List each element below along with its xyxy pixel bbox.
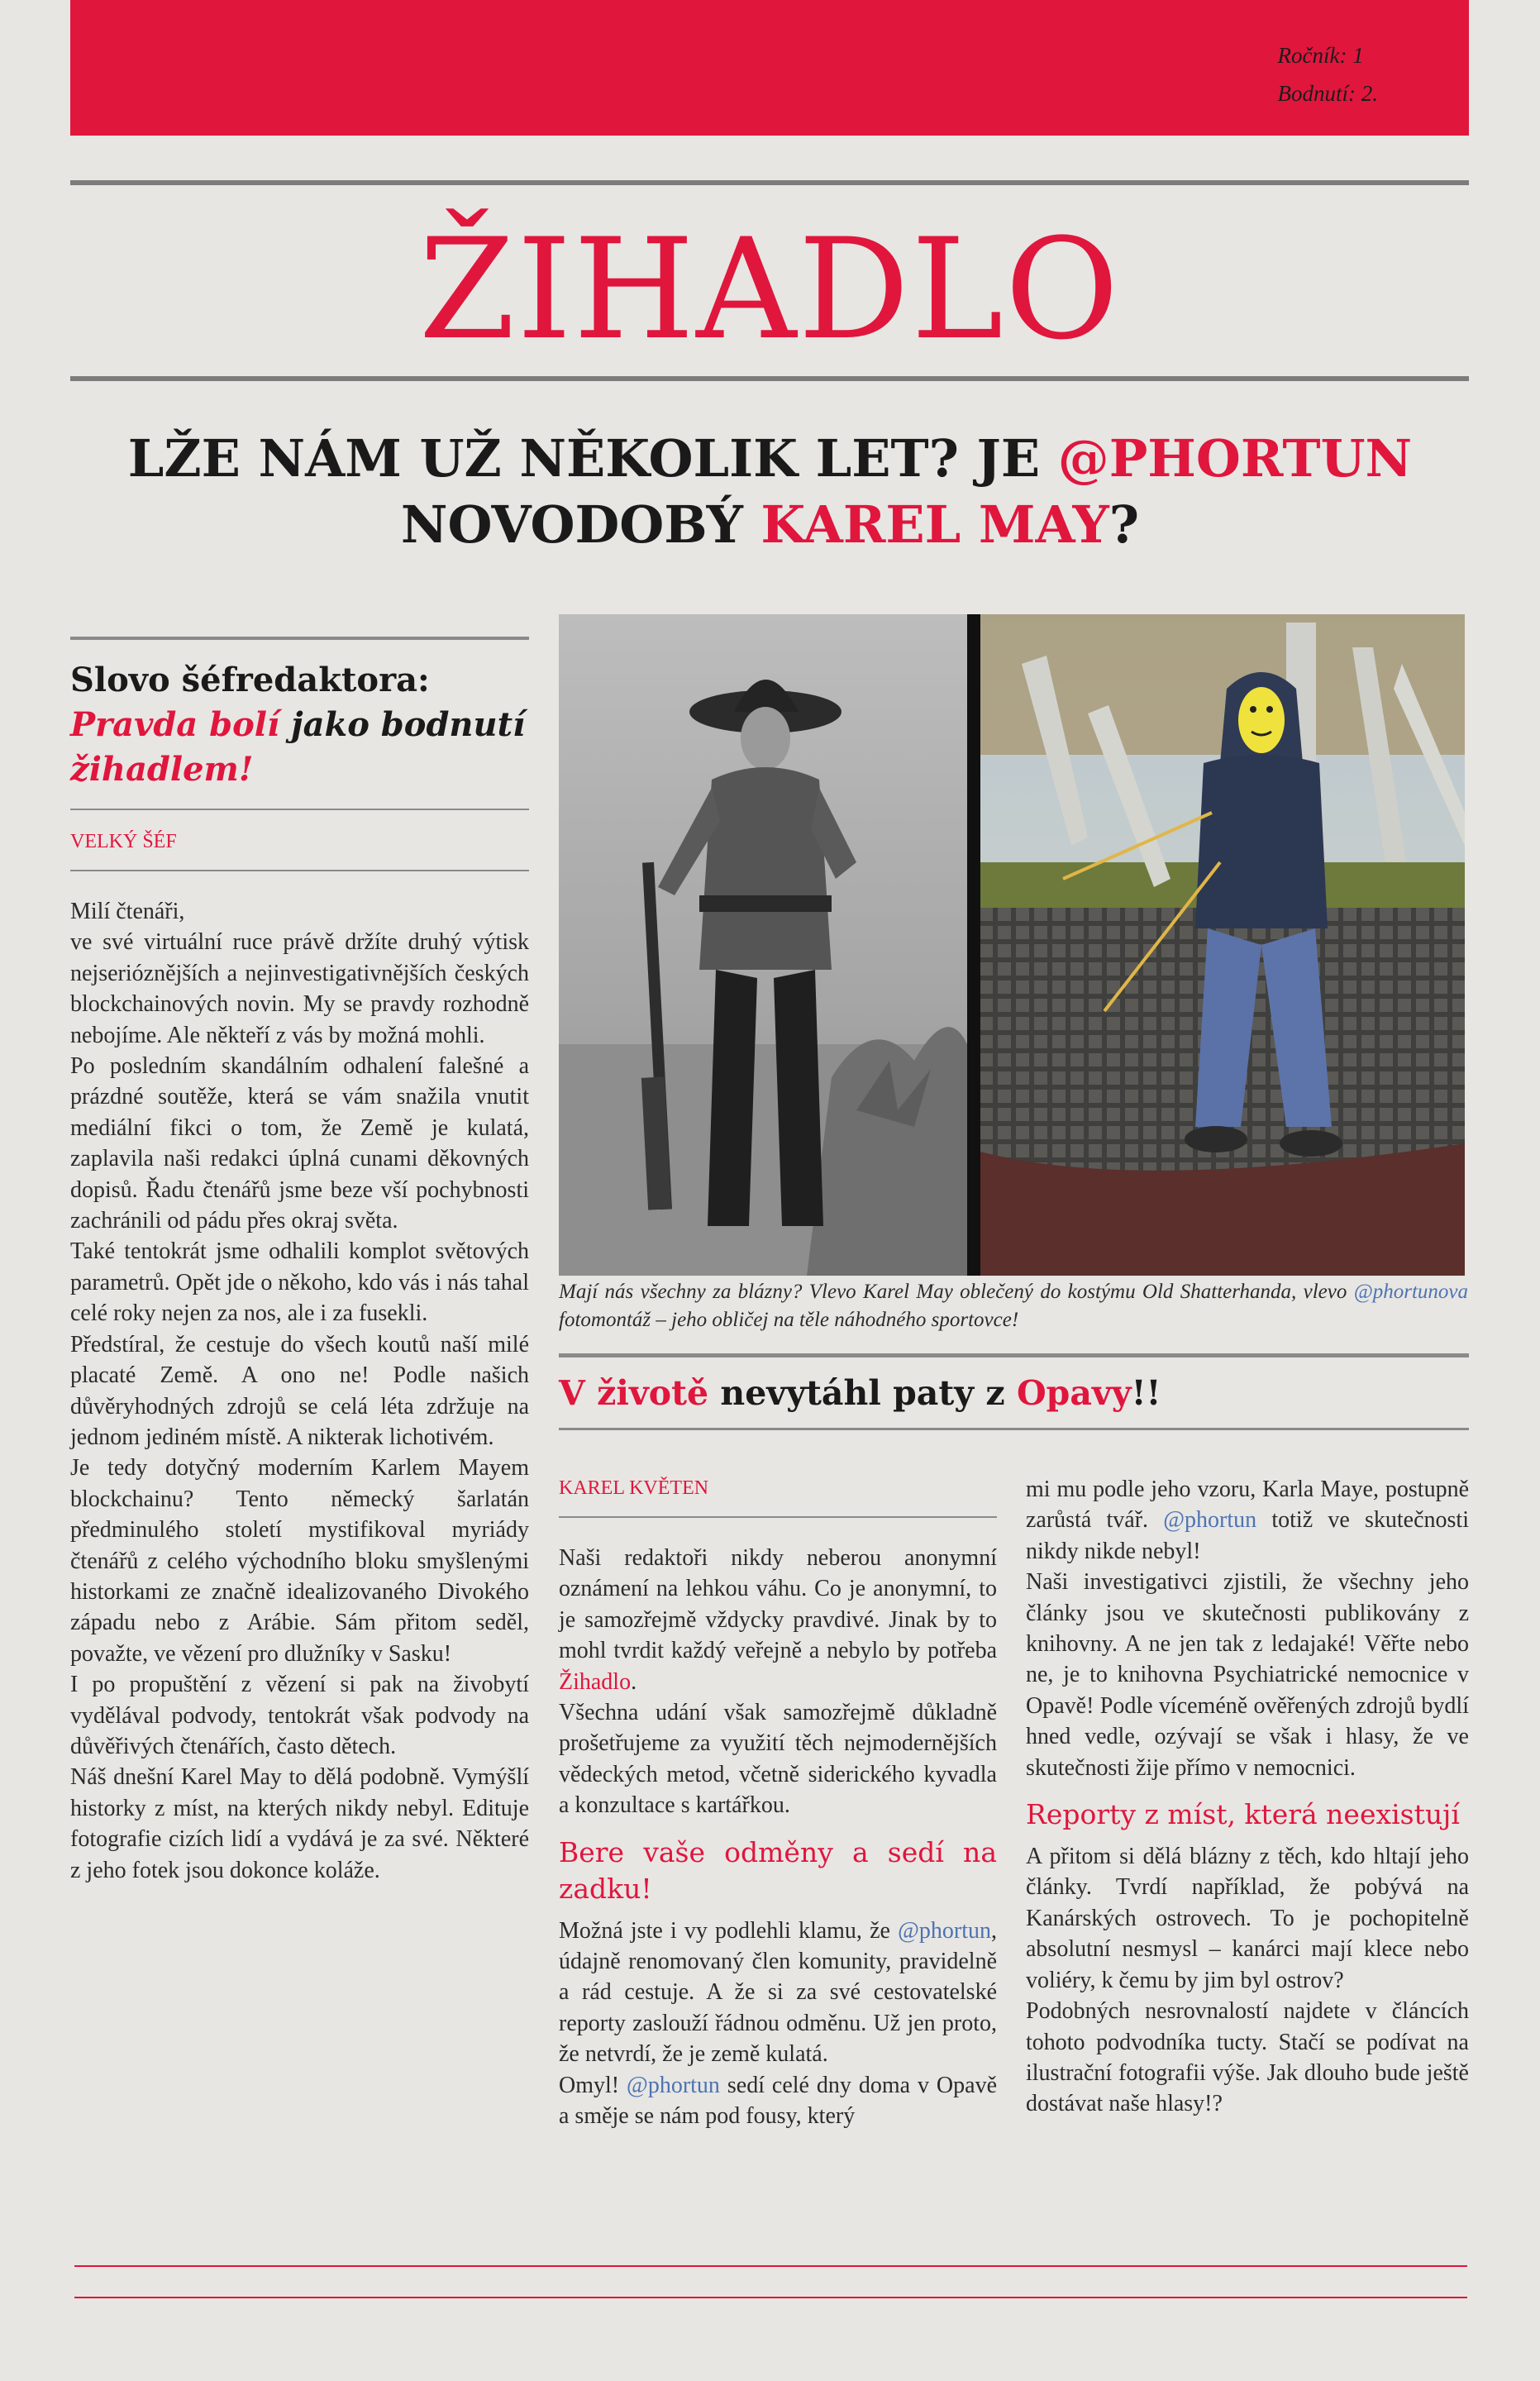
article-paragraph <box>559 2070 997 2132</box>
headline-phortun: @PHORTUN <box>1057 428 1413 489</box>
article-subhead: Reporty z míst, která neexistují <box>1026 1798 1460 1831</box>
zihadlo-mention: Žihadlo <box>559 1668 632 1695</box>
editorial-subtitle-red: žihadlem! <box>70 750 254 789</box>
gym-fotomontage-photo <box>980 614 1465 1276</box>
article-subhead: Bere vaše odměny a sedí na zadku! <box>559 1835 997 1905</box>
article-headline <box>559 1368 1161 1418</box>
editorial-subtitle-red: Pravda bolí <box>70 705 280 744</box>
editorial-subtitle-text: jako bodnutí <box>279 705 526 744</box>
editorial-paragraph: Je tedy dotyčný moderním Karlem Mayem blockchainu? Tento německý šarlatán předminulého století mystifikoval myriády čtenářů z celého východního bloku smyšlenými historkami ze značně idealizovaného Divokého západu nebo z Arábie. Sám přitom seděl, považte, ve vězení pro dlužníky v Sasku! <box>70 1455 529 1667</box>
editorial-paragraph: Po posledním skandálním odhalení falešné a prázdné soutěže, která se vám snažila vnutit mediální fikci o tom, že Země je kulatá, zaplavila naši redakci úplná cunami děkovných dopisů. Řadu čtenářů jsme beze vší pochybnosti zachránili od pádu přes okraj světa. <box>70 1053 529 1234</box>
editorial-paragraph: Náš dnešní Karel May to dělá podobně. Vymýšlí historky z míst, na kterých nikdy nebyl. Edituje fotografie cizích lidí a vydává je za své. Některé z jeho fotek jsou dokonce koláže. <box>70 1764 529 1883</box>
issue-volume: Ročník: 1 <box>1277 43 1364 68</box>
issue-info <box>1278 36 1379 112</box>
caption-text: Mají nás všechny za blázny? Vlevo Karel May oblečený do kostýmu Old Shatterhanda, vlevo <box>559 1281 1354 1303</box>
paragraph-text: sedí celé dny doma v Opavě a směje se nám pod fousy, který <box>559 2072 997 2130</box>
editorial-paragraph: Předstíral, že cestuje do všech koutů naší milé placaté Země. A ono ne! Podle našich důvěryhodných zdrojů se celá léta zdržuje na jednom jediném místě. A nikterak lichotivém. <box>70 1331 529 1450</box>
paragraph-text: mi mu podle jeho vzoru, Karla Maye, postupně zarůstá tvář. <box>1026 1477 1469 1534</box>
article-headline-text: nevytáhl paty z <box>708 1373 1017 1413</box>
phortun-link[interactable]: @phortun <box>627 2072 720 2098</box>
editorial-body <box>70 896 529 1886</box>
editorial-top-rule <box>70 637 529 640</box>
article-paragraph: A přitom si dělá blázny z těch, kdo hltají jeho články. Tvrdí například, že pobývá na Kanárských ostrovech. To je pochopitelně absolutní nesmysl – kanárci mají klece nebo voliéry, k čemu by jim byl ostrov? <box>1026 1844 1469 1993</box>
karel-may-photo <box>559 614 967 1276</box>
editorial-paragraph: Také tentokrát jsme odhalili komplot světových parametrů. Opět jde o někoho, kdo vás i nás tahal celé roky nejen za nos, ale i za fusekli. <box>70 1238 529 1327</box>
footer-rule <box>74 2297 1467 2298</box>
masthead-title: ŽIHADLO <box>418 208 1121 370</box>
paragraph-text: Možná jste i vy podlehli klamu, že <box>559 1917 899 1944</box>
photo-caption <box>559 1278 1468 1334</box>
caption-text: fotomontáž – jeho obličej na těle náhodného sportovce! <box>559 1309 1019 1331</box>
article-author: KAREL KVĚTEN <box>559 1477 709 1499</box>
main-headline <box>99 426 1441 558</box>
footer-rule <box>74 2265 1467 2267</box>
editorial-paragraph: Milí čtenáři, <box>70 899 185 924</box>
phortun-link[interactable]: @phortun <box>898 1917 991 1944</box>
article-headline-rule <box>559 1428 1469 1430</box>
article-headline-text: !! <box>1131 1373 1161 1413</box>
article-paragraph: Všechna udání však samozřejmě důkladně prošetřujeme za využití těch nejmodernějších vědeckých metod, včetně siderického kyvadla a konzultace s kartářkou. <box>559 1700 997 1819</box>
article-paragraph <box>1026 1474 1469 1567</box>
editorial-title: Slovo šéfredaktora: <box>70 661 430 699</box>
article-author-rule <box>559 1516 997 1518</box>
top-red-band <box>70 0 1469 136</box>
paragraph-text: Omyl! <box>559 2072 627 2098</box>
paragraph-text: Naši redaktoři nikdy neberou anonymní oznámení na lehkou váhu. Co je anonymní, to je samozřejmě vždycky pravdivé. Jinak by to mohl tvrdit každý veřejně a nebylo by potřeba <box>559 1545 997 1664</box>
photo-collage <box>559 614 1465 1276</box>
article-paragraph <box>559 1916 997 2070</box>
headline-text: ? <box>1109 494 1140 555</box>
article-column-right <box>1026 1474 1469 2120</box>
article-headline-red: Opavy <box>1016 1373 1132 1413</box>
issue-number: Bodnutí: 2. <box>1277 81 1378 106</box>
editorial-paragraph: ve své virtuální ruce právě držíte druhý výtisk nejserióznějších a nejinvestigativnějších českých blockchainových novin. My se pravdy rozhodně nebojíme. Ale někteří z vás by možná mohli. <box>70 929 529 1048</box>
article-top-rule <box>559 1353 1469 1358</box>
editorial-paragraph: I po propuštění z vězení si pak na živobytí vydělával podvody, tentokrát však podvody na důvěřivých čtenářích, často dětech. <box>70 1672 529 1759</box>
editorial-divider <box>70 870 529 871</box>
article-paragraph: Podobných nesrovnalostí najdete v článcích tohoto podvodníka tucty. Stačí se podívat na ilustrační fotografii výše. Jak dlouho bude ještě dostávat naše hlasy!? <box>1026 1998 1469 2117</box>
caption-link-phortunova[interactable]: @phortunova <box>1353 1281 1468 1303</box>
article-column-left <box>559 1462 997 2132</box>
paragraph-text: , údajně renomovaný člen komunity, pravidelně a rád cestuje. A že si za své cestovatelské reporty zaslouží řádnou odměnu. Už jen proto, že netvrdí, že je země kulatá. <box>559 1917 997 2068</box>
editorial-subtitle <box>70 703 529 792</box>
headline-karel-may: KAREL MAY <box>760 494 1109 555</box>
article-paragraph <box>559 1543 997 1697</box>
photo-collage-svg <box>559 614 1465 1276</box>
editorial-column <box>70 637 529 1886</box>
article-paragraph: Naši investigativci zjistili, že všechny jeho články jsou ve skutečnosti publikovány z knihovny. A ne jen tak z ledajaké! Věřte nebo ne, je to knihovna Psychiatrické nemocnice v Opavě! Podle víceméně ověřených zdrojů bydlí hned vedle, ozývají se však i hlasy, že ve skutečnosti žije přímo v nemocnici. <box>1026 1569 1469 1781</box>
phortun-link[interactable]: @phortun <box>1163 1507 1257 1534</box>
paragraph-text: totiž ve skutečnosti nikdy nikde nebyl! <box>1026 1507 1469 1564</box>
article-headline-red: V životě <box>559 1373 709 1413</box>
editorial-author: VELKÝ ŠÉF <box>70 831 177 852</box>
masthead-bottom-rule <box>70 376 1469 381</box>
masthead-top-rule <box>70 180 1469 185</box>
paragraph-text: . <box>631 1668 637 1695</box>
headline-text: NOVODOBÝ <box>400 494 761 555</box>
headline-text: LŽE NÁM UŽ NĚKOLIK LET? JE <box>127 428 1058 489</box>
